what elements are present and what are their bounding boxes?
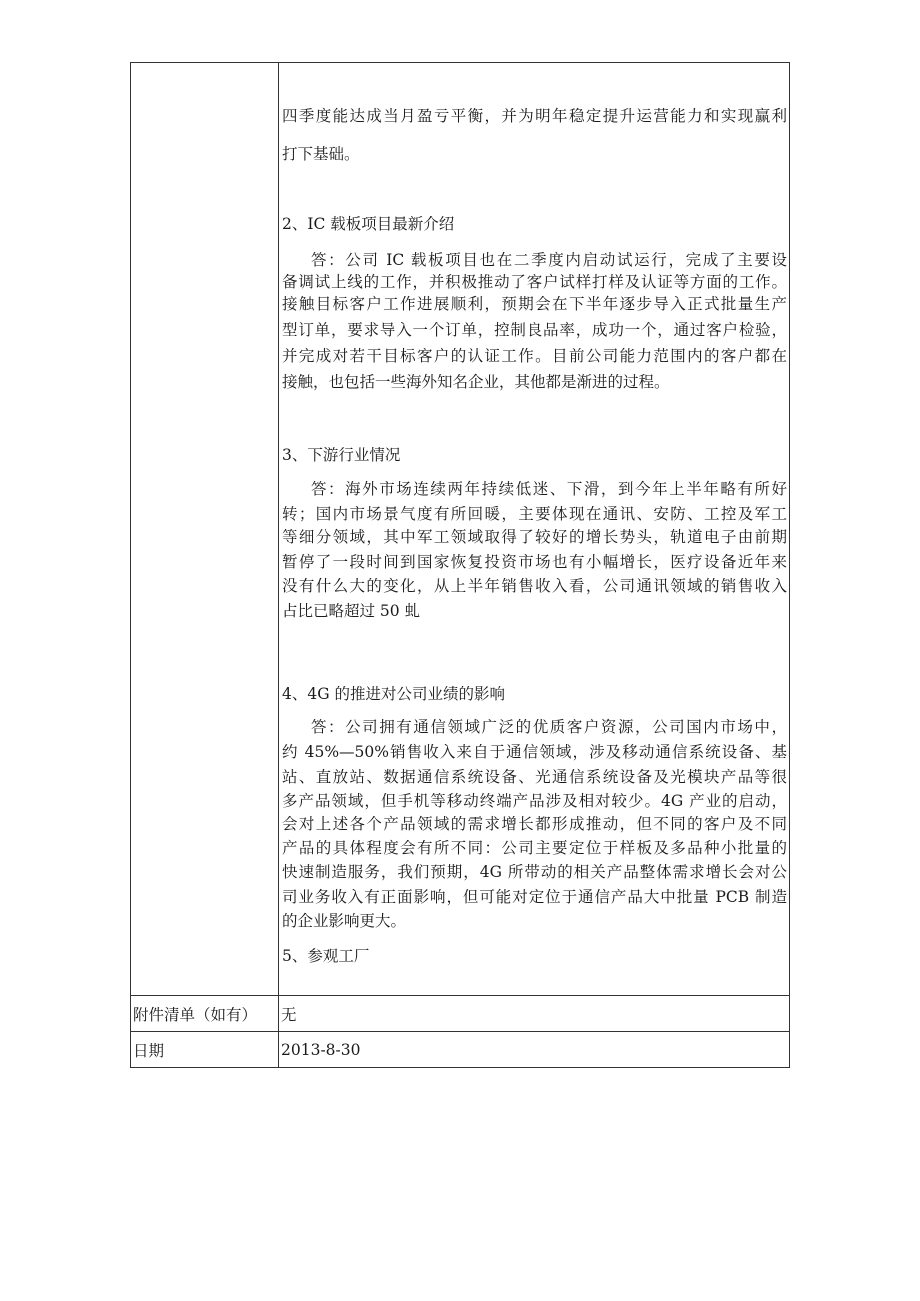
section2-line-4: 型订单，要求导入一个订单，控制良品率，成功一个，通过客户检验，: [282, 321, 787, 339]
section4-line-3: 站、直放站、数据通信系统设备、光通信系统设备及光模块产品等很: [282, 768, 787, 786]
section1-line-2: 打下基础。: [282, 145, 360, 163]
section3-line-6: 占比已略超过 50 虬: [282, 602, 421, 620]
section3-line-1: 答：海外市场连续两年持续低迷、下滑，到今年上半年略有所好: [311, 480, 787, 498]
content-cell: [279, 63, 790, 996]
section3-heading: 3、下游行业情况: [282, 446, 401, 464]
section4-line-4: 多产品领域，但手机等移动终端产品涉及相对较少。4G 产业的启动，: [282, 792, 787, 810]
date-value: 2013-8-30: [279, 1032, 790, 1068]
section4-line-2: 约 45%—50%销售收入来自于通信领域，涉及移动通信系统设备、基: [282, 743, 787, 761]
empty-label-cell: [131, 63, 279, 996]
section2-line-5: 并完成对若干目标客户的认证工作。目前公司能力范围内的客户都在: [282, 347, 787, 365]
section5-heading: 5、参观工厂: [282, 947, 370, 965]
content-row: [131, 63, 790, 996]
section4-line-9: 的企业影响更大。: [282, 912, 407, 930]
attachments-row: [131, 996, 790, 1032]
date-label: 日期: [131, 1032, 279, 1068]
attachments-label: 附件清单（如有）: [131, 996, 279, 1032]
content-body: [279, 63, 789, 995]
date-row: [131, 1032, 790, 1068]
section3-line-4: 暂停了一段时间到国家恢复投资市场也有小幅增长，医疗设备近年来: [282, 553, 787, 571]
section4-line-7: 快速制造服务，我们预期，4G 所带动的相关产品整体需求增长会对公: [282, 863, 787, 881]
section2-line-3: 接触目标客户工作进展顺利，预期会在下半年逐步导入正式批量生产: [282, 295, 787, 313]
section2-line-1: 答：公司 IC 载板项目也在二季度内启动试运行，完成了主要设: [311, 251, 787, 269]
section3-line-2: 转；国内市场景气度有所回暖，主要体现在通讯、安防、工控及军工: [282, 505, 787, 523]
section2-line-2: 备调试上线的工作，并积极推动了客户试样打样及认证等方面的工作。: [282, 273, 787, 291]
section3-line-3: 等细分领域，其中军工领域取得了较好的增长势头，轨道电子由前期: [282, 528, 787, 546]
section1-line-1: 四季度能达成当月盈亏平衡，并为明年稳定提升运营能力和实现赢利: [282, 107, 787, 125]
section3-line-5: 没有什么大的变化，从上半年销售收入看，公司通讯领域的销售收入: [282, 577, 787, 595]
section4-heading: 4、4G 的推进对公司业绩的影响: [282, 685, 506, 703]
section4-line-1: 答：公司拥有通信领域广泛的优质客户资源，公司国内市场中，: [311, 718, 787, 736]
document-table: [130, 62, 790, 1068]
section4-line-5: 会对上述各个产品领域的需求增长都形成推动，但不同的客户及不同: [282, 815, 787, 833]
attachments-value: 无: [279, 996, 790, 1032]
section4-line-6: 产品的具体程度会有所不同：公司主要定位于样板及多品种小批量的: [282, 839, 787, 857]
section4-line-8: 司业务收入有正面影响，但可能对定位于通信产品大中批量 PCB 制造: [282, 888, 787, 906]
section2-line-6: 接触，也包括一些海外知名企业，其他都是渐进的过程。: [282, 373, 670, 391]
section2-heading: 2、IC 载板项目最新介绍: [282, 215, 455, 233]
